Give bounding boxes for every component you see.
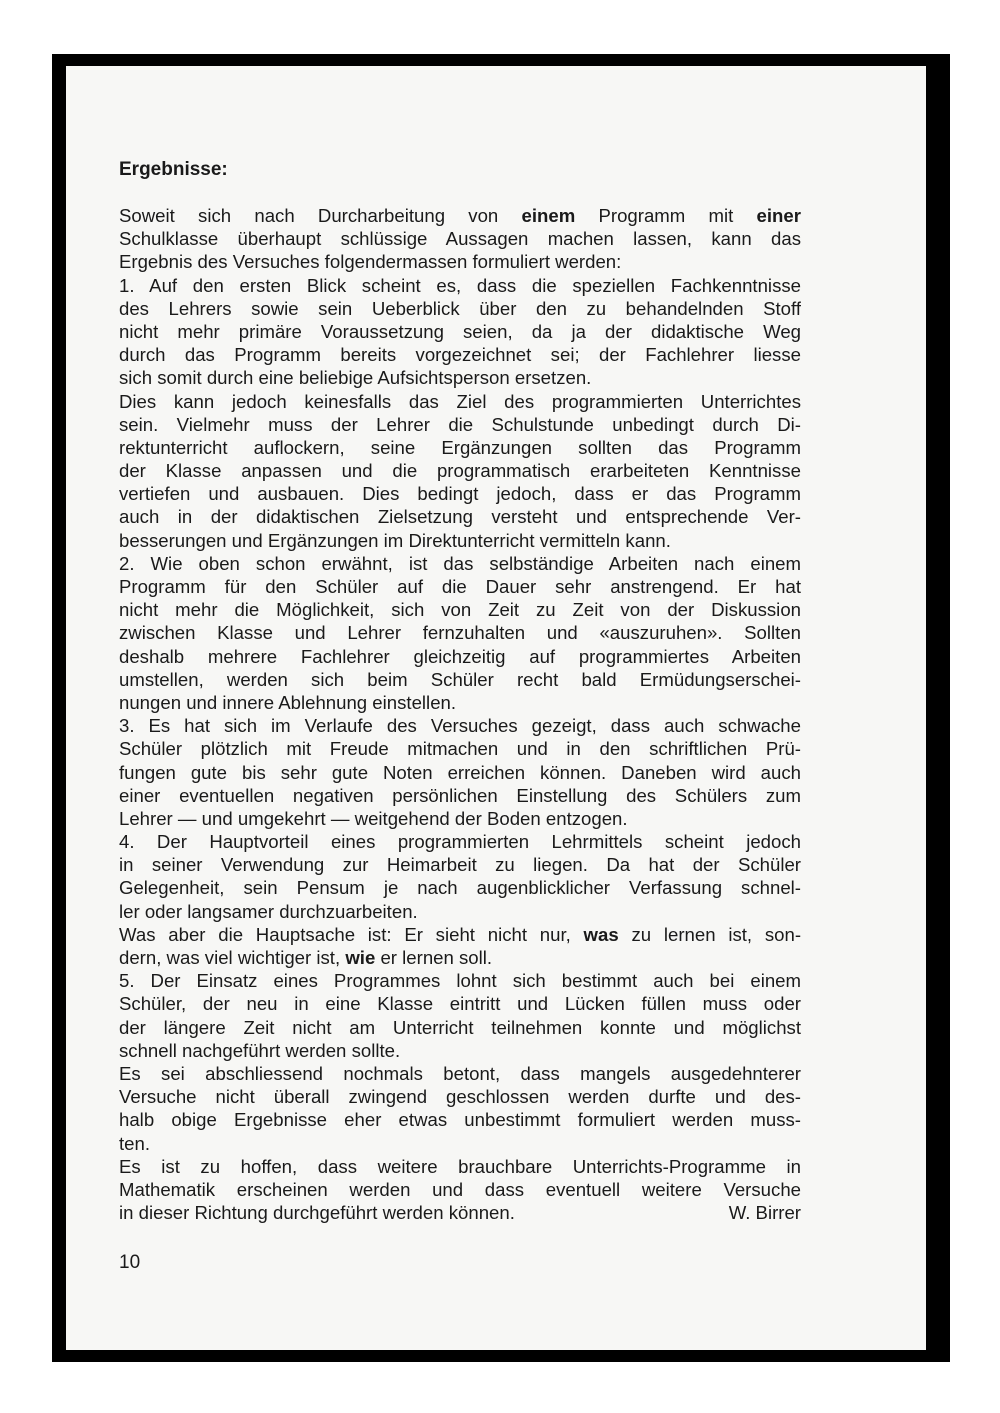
text-line: zwischen Klasse und Lehrer fernzuhalten und «auszuruhen». Sollten	[119, 622, 801, 644]
text-line: Programm für den Schüler auf die Dauer sehr anstrengend. Er hat	[119, 576, 801, 597]
text-line: 3. Es hat sich im Verlaufe des Versuches gezeigt, dass auch schwache	[119, 715, 801, 737]
section-heading: Ergebnisse:	[119, 159, 228, 180]
closing-signature-line	[119, 1201, 801, 1224]
text-line: Ergebnis des Versuches folgendermassen formuliert werden:	[119, 251, 622, 273]
text-line: des Lehrers sowie sein Ueberblick über den zu behandelnden Stoff	[119, 297, 801, 319]
text-line: Was aber die Hauptsache ist: Er sieht nicht nur, was zu lernen ist, son-	[119, 923, 801, 945]
text-line: Gelegenheit, sein Pensum je nach augenblicklicher Verfassung schnel-	[119, 877, 801, 899]
text-line: in seiner Verwendung zur Heimarbeit zu liegen. Da hat der Schüler	[119, 854, 801, 876]
text-line: halb obige Ergebnisse eher etwas unbestimmt formuliert werden muss-	[119, 1109, 801, 1131]
text-line: schnell nachgeführt werden sollte.	[119, 1039, 401, 1061]
text-line: ten.	[119, 1132, 151, 1154]
text-line: Versuche nicht überall zwingend geschlossen werden durfte und des-	[119, 1086, 801, 1108]
text-line: der Klasse anpassen und die programmatisch erarbeiteten Kenntnisse	[119, 460, 801, 482]
text-line: deshalb mehrere Fachlehrer gleichzeitig auf programmiertes Arbeiten	[119, 645, 801, 667]
text-line: umstellen, werden sich beim Schüler recht bald Ermüdungserschei-	[119, 668, 801, 690]
text-line: rektunterricht auflockern, seine Ergänzungen sollten das Programm	[119, 436, 801, 458]
text-line: fungen gute bis sehr gute Noten erreichen können. Daneben wird auch	[119, 761, 801, 783]
point-1-continuation	[119, 390, 801, 552]
text-line: 1. Auf den ersten Blick scheint es, dass die speziellen Fachkenntnisse	[119, 274, 801, 296]
document-page	[66, 66, 926, 1350]
text-line: Soweit sich nach Durcharbeitung von einem Programm mit einer	[119, 205, 801, 226]
text-line: Es sei abschliessend nochmals betont, dass mangels ausgedehnterer	[119, 1062, 801, 1084]
text-line: Lehrer — und umgekehrt — weitgehend der Boden entzogen.	[119, 807, 628, 829]
emphasis-wie: wie	[345, 947, 376, 968]
point-3	[119, 714, 801, 830]
point-1	[119, 274, 801, 390]
point-4	[119, 830, 801, 923]
text-line: dern, was viel wichtiger ist, wie er lernen soll.	[119, 947, 493, 968]
intro-paragraph	[119, 204, 801, 274]
text-line: nicht mehr primäre Voraussetzung seien, da ja der didaktische Weg	[119, 320, 801, 342]
text-line: Schüler plötzlich mit Freude mitmachen und in den schriftlichen Prü-	[119, 738, 801, 760]
text-line: Schulklasse überhaupt schlüssige Aussagen machen lassen, kann das	[119, 228, 801, 250]
text-line: sich somit durch eine beliebige Aufsichtsperson ersetzen.	[119, 367, 592, 389]
text-line: Es ist zu hoffen, dass weitere brauchbare Unterrichts-Programme in	[119, 1155, 801, 1177]
author-signature: W. Birrer	[728, 1202, 801, 1224]
text-line: sein. Vielmehr muss der Lehrer die Schulstunde unbedingt durch Di-	[119, 413, 801, 435]
emphasis-was: was	[583, 923, 619, 945]
emphasis-einer: einer	[756, 205, 801, 226]
text-line: Schüler, der neu in eine Klasse eintritt und Lücken füllen muss oder	[119, 993, 801, 1015]
page-number: 10	[119, 1252, 141, 1273]
text-line: 5. Der Einsatz eines Programmes lohnt sich bestimmt auch bei einem	[119, 970, 801, 992]
blank-line	[119, 181, 801, 204]
text-line: besserungen und Ergänzungen im Direktunterricht vermitteln kann.	[119, 529, 671, 551]
text-line: Mathematik erscheinen werden und dass eventuell weitere Versuche	[119, 1178, 801, 1200]
text-line: Dies kann jedoch keinesfalls das Ziel des programmierten Unterrichtes	[119, 390, 801, 412]
text-line: in dieser Richtung durchgeführt werden können.	[119, 1202, 515, 1224]
text-line: vertiefen und ausbauen. Dies bedingt jedoch, dass er das Programm	[119, 483, 801, 505]
text-line: nicht mehr die Möglichkeit, sich von Zeit zu Zeit von der Diskussion	[119, 599, 801, 621]
point-2	[119, 552, 801, 714]
text-line: einer eventuellen negativen persönlichen Einstellung des Schülers zum	[119, 784, 801, 806]
closing-paragraph	[119, 1155, 801, 1225]
text-line: 4. Der Hauptvorteil eines programmierten Lehrmittels scheint jedoch	[119, 831, 801, 853]
text-line: ler oder langsamer durchzuarbeiten.	[119, 900, 418, 922]
text-line: 2. Wie oben schon erwähnt, ist das selbständige Arbeiten nach einem	[119, 552, 801, 574]
point-4-continuation	[119, 923, 801, 969]
emphasis-einem: einem	[521, 205, 576, 226]
text-line: nungen und innere Ablehnung einstellen.	[119, 691, 457, 713]
conclusion-paragraph	[119, 1062, 801, 1155]
point-5	[119, 969, 801, 1062]
text-line: der längere Zeit nicht am Unterricht teilnehmen konnte und möglichst	[119, 1016, 801, 1038]
text-line: durch das Programm bereits vorgezeichnet sei; der Fachlehrer liesse	[119, 344, 801, 366]
text-line: auch in der didaktischen Zielsetzung versteht und entsprechende Ver-	[119, 506, 801, 528]
document-body	[119, 158, 801, 1224]
